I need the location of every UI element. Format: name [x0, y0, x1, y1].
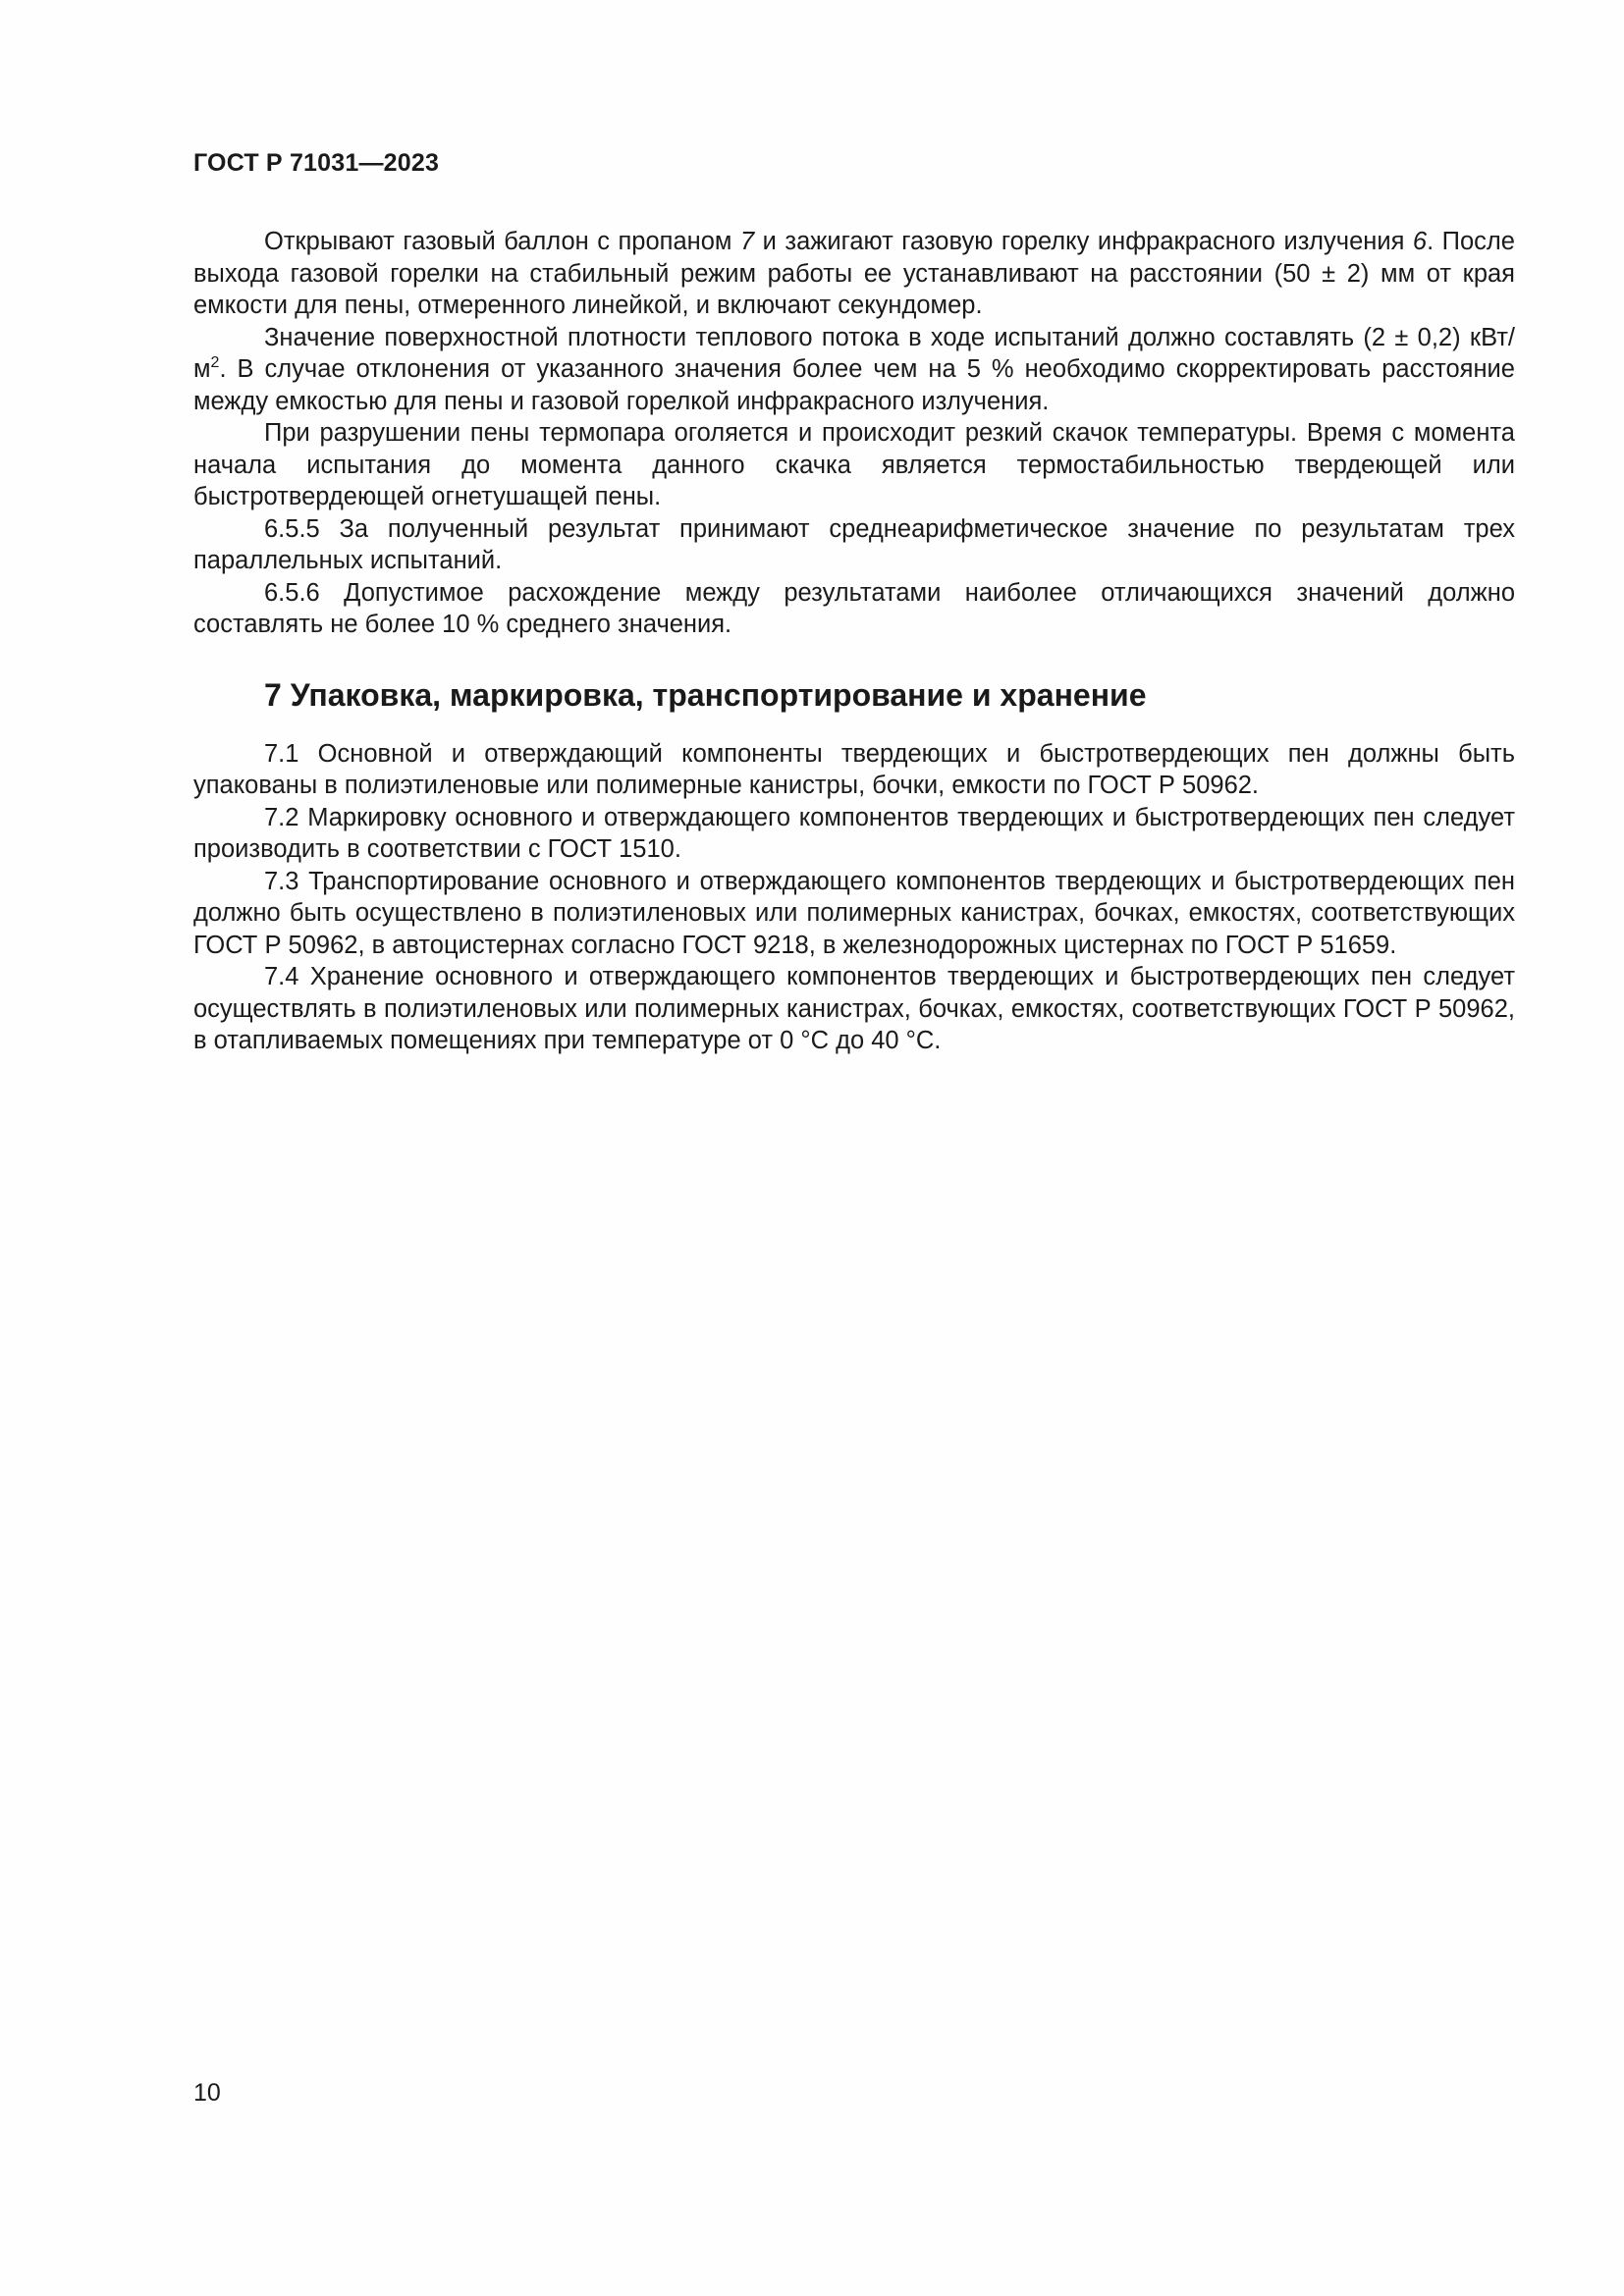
paragraph-text: Открывают газовый баллон с пропаном	[264, 228, 740, 255]
figure-ref-7: 7	[739, 228, 755, 255]
paragraph-text: Значение поверхностной плотности теплового потока в ходе испытаний должно составлять (2 ± 0,2) кВт/м	[193, 323, 1515, 383]
paragraph-7-1: 7.1 Основной и отверждающий компоненты твердеющих и быстротвердеющих пен должны быть упакованы в полиэтиленовые или полимерные канистры, бочки, емкости по ГОСТ Р 50962.	[193, 739, 1515, 799]
paragraph-6-5-5: 6.5.5 За полученный результат принимают среднеарифметическое значение по результатам трех параллельных испытаний.	[193, 514, 1515, 574]
paragraph-gas-burner	[193, 226, 1515, 322]
section-7-title: 7 Упаковка, маркировка, транспортирование и хранение	[264, 676, 1147, 713]
paragraph-text: . После выхода газовой горелки на стабильный режим работы ее устанавливают на расстоянии (50 ± 2) мм от края емкости для пены, отмеренного линейкой, и включают секундомер.	[193, 228, 1515, 319]
page-number: 10	[193, 2079, 221, 2107]
document-header-code: ГОСТ Р 71031—2023	[193, 149, 440, 177]
paragraph-text: и зажигают газовую горелку инфракрасного излучения	[754, 228, 1413, 255]
paragraph-6-5-6: 6.5.6 Допустимое расхождение между результатами наиболее отличающихся значений должно составлять не более 10 % среднего значения.	[193, 578, 1515, 638]
figure-ref-6: 6	[1412, 228, 1428, 255]
paragraph-heat-flux	[193, 322, 1515, 418]
paragraph-7-3: 7.3 Транспортирование основного и отверждающего компонентов твердеющих и быстротвердеющих пен должно быть осуществлено в полиэтиленовых или полимерных канистрах, бочках, емкостях, соответствующих ГОСТ Р 50962, в автоцистернах согласно ГОСТ 9218, в железнодорожных цистернах по ГОСТ Р 51659.	[193, 867, 1515, 959]
paragraph-thermocouple: При разрушении пены термопара оголяется и происходит резкий скачок температуры. Время с момента начала испытания до момента данного скачка является термостабильностью твердеющей или быстротвердеющей огнетушащей пены.	[193, 419, 1515, 510]
document-body	[193, 226, 1515, 1057]
paragraph-7-4: 7.4 Хранение основного и отверждающего компонентов твердеющих и быстротвердеющих пен следует осуществлять в полиэтиленовых или полимерных канистрах, бочках, емкостях, соответствующих ГОСТ Р 50962, в отапливаемых помещениях при температуре от 0 °С до 40 °С.	[193, 963, 1515, 1054]
paragraph-7-2: 7.2 Маркировку основного и отверждающего компонентов твердеющих и быстротвердеющих пен следует производить в соответствии с ГОСТ 1510.	[193, 803, 1515, 863]
superscript-2: 2	[210, 354, 220, 371]
paragraph-text: . В случае отклонения от указанного значения более чем на 5 % необходимо скорректировать расстояние между емкостью для пены и газовой горелкой инфракрасного излучения.	[193, 355, 1515, 415]
